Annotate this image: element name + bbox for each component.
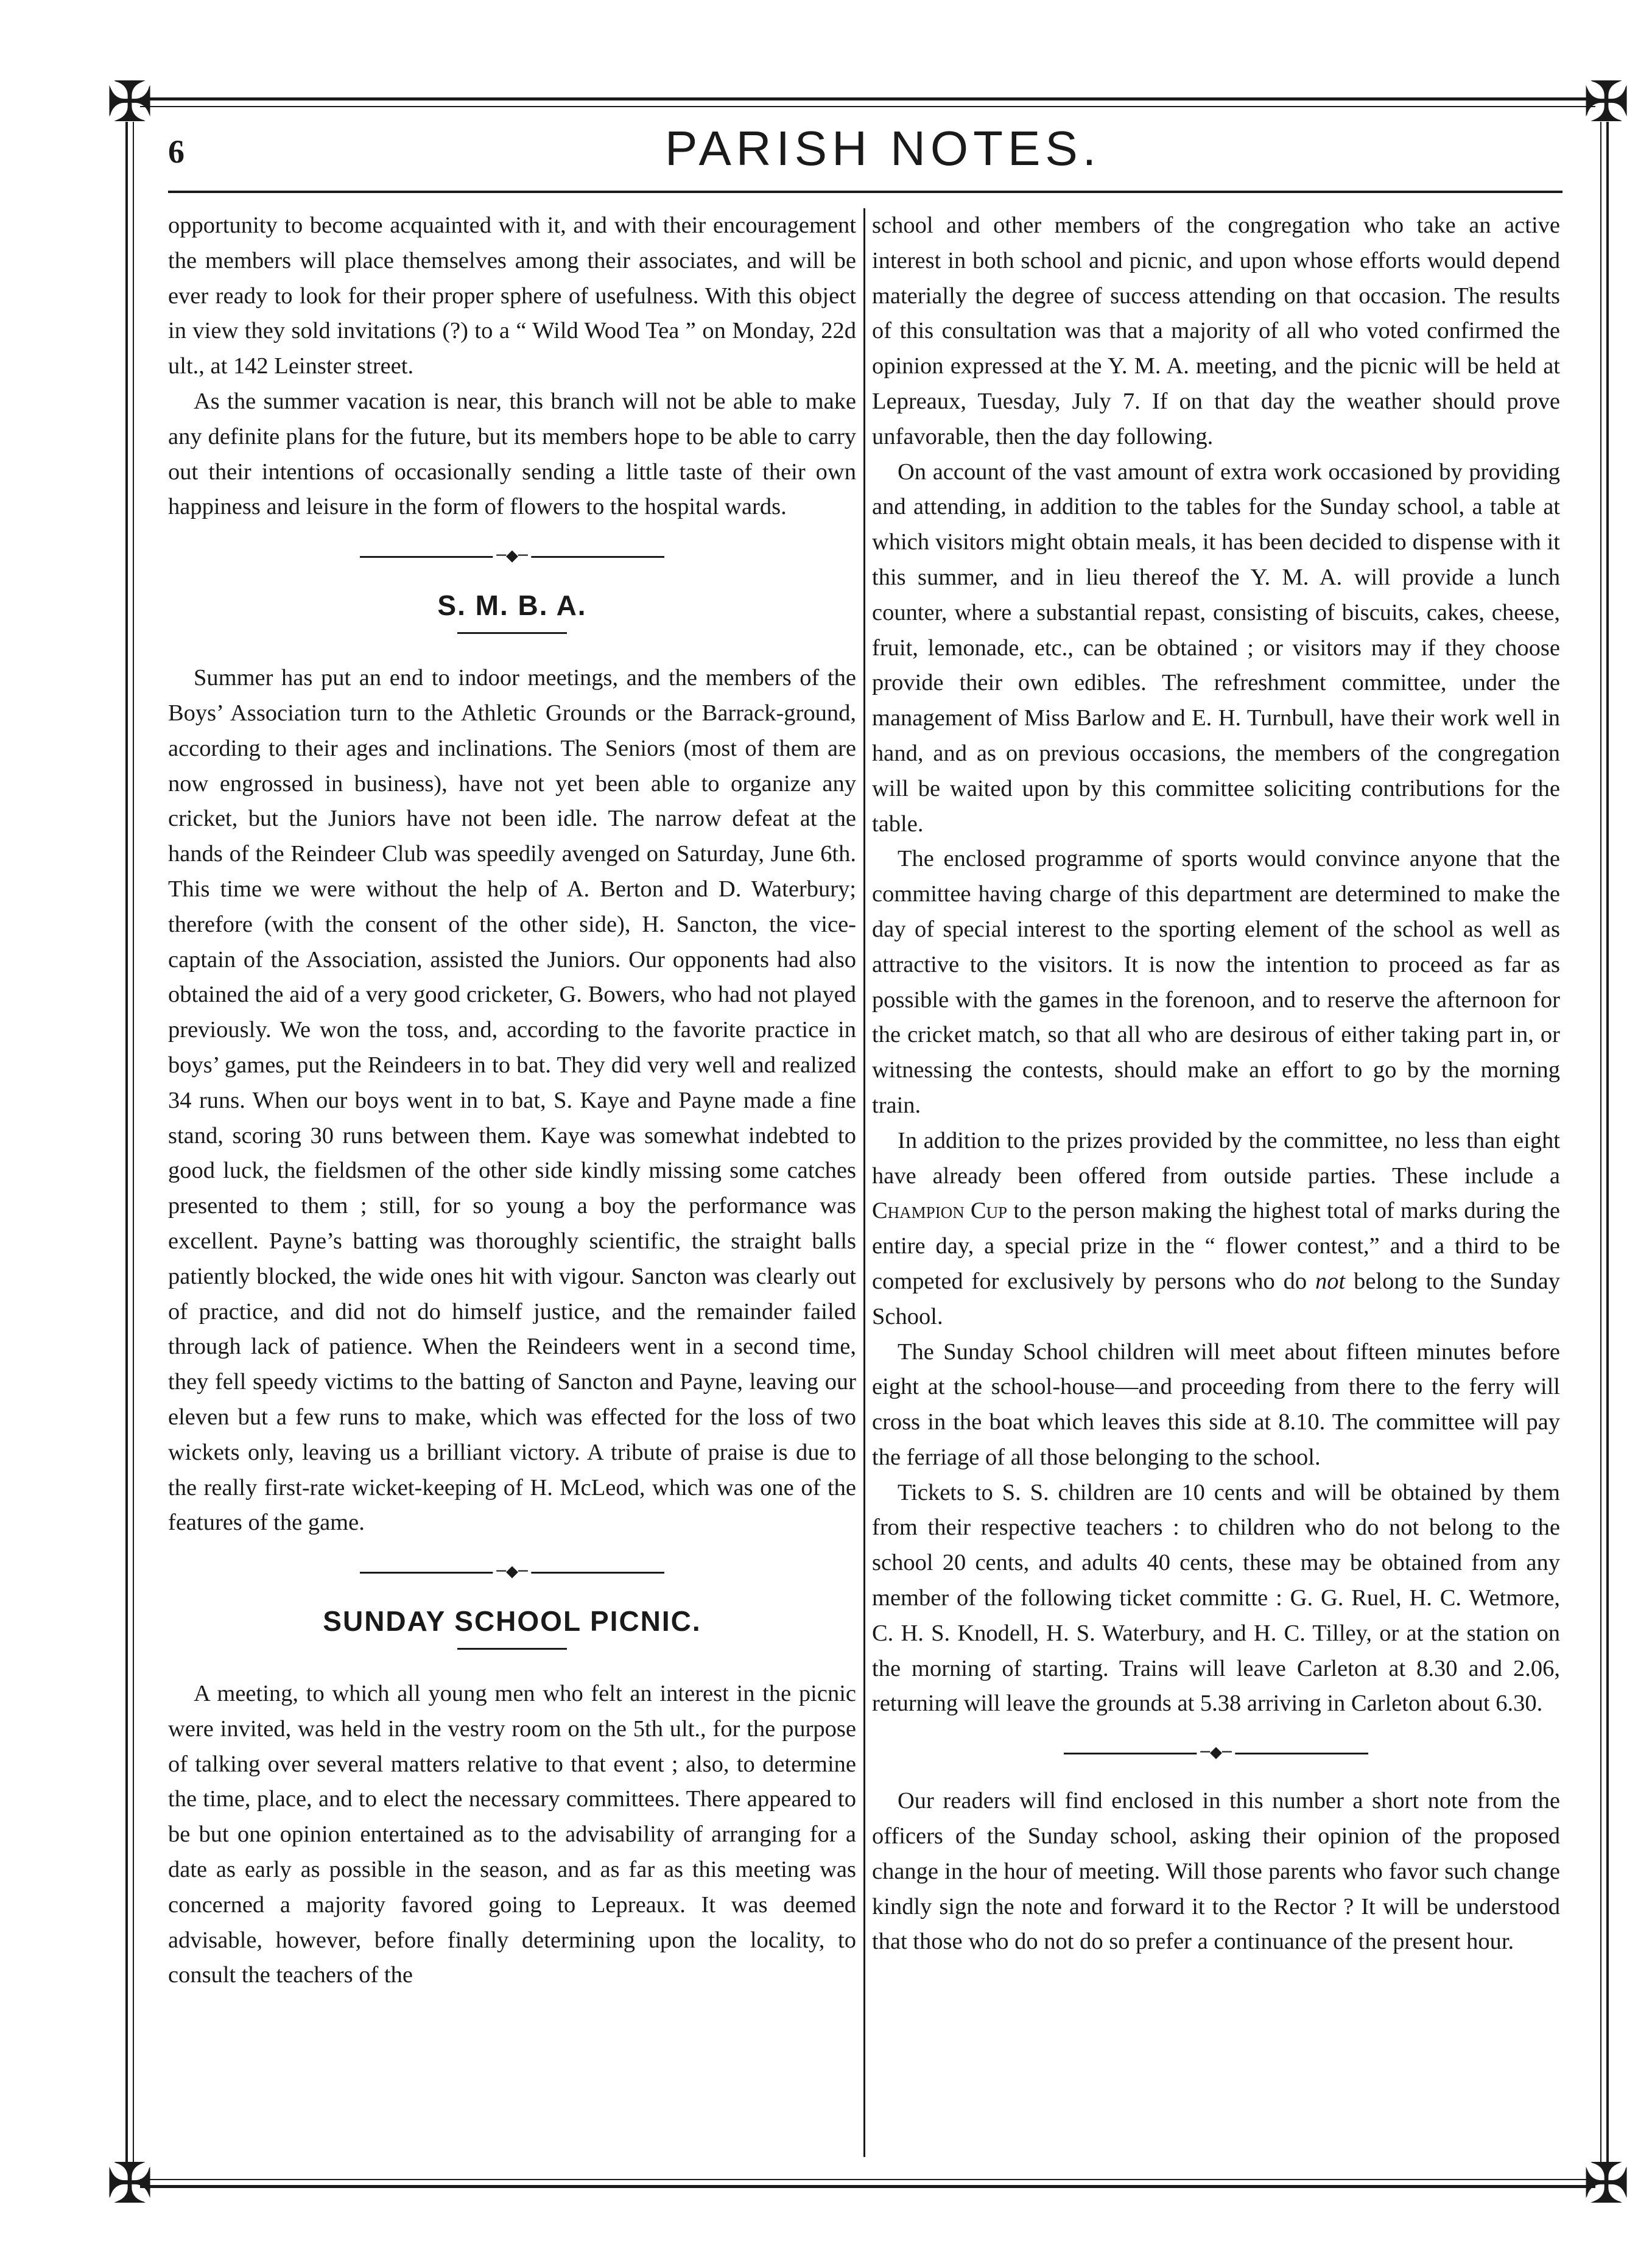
- paragraph: A meeting, to which all young men who felt an interest in the picnic were invited, was held in the vestry room on the 5th ult., for the purpose of talking over several matters relative to that event ; also, to determine the time, place, and to elect the necessary committees. There appeared to be but one opinion entertained as to the advisability of arranging for a date as early as possible in the season, and as far as this meeting was concerned a majority favored going to Lepreaux. It was deemed advisable, however, before finally determining upon the locality, to consult the teachers of the: [168, 1681, 856, 1988]
- section-separator: [872, 1722, 1560, 1784]
- diamond-ornament-icon: ─◆─: [493, 548, 531, 564]
- paragraph: As the summer vacation is near, this branch will not be able to make any definite plans for the future, but its members hope to be able to carry out their intentions of occasionally sending a little taste of their own happiness and leisure in the form of flowers to the hospital wards.: [168, 388, 856, 520]
- text-run: to the person making the highest total of marks during the entire day, a special prize in the “ flower contest,” and a third to be competed for exclusively by persons who do: [872, 1198, 1560, 1294]
- diamond-ornament-icon: ─◆─: [1197, 1745, 1235, 1761]
- corner-cross-icon-bottom-right: ✠: [1583, 2151, 1630, 2216]
- paragraph: On account of the vast amount of extra work occasioned by providing and attending, in addition to the tables for the Sunday school, a table at which visitors might obtain meals, it has been decided to dispense with it this summer, and in lieu thereof the Y. M. A. will provide a lunch counter, where a substantial repast, consisting of biscuits, cakes, cheese, fruit, lemonade, etc., can be obtained ; or visitors may if they choose provide their own edibles. The refreshment committee, under the management of Miss Barlow and E. H. Turnbull, have their work well in hand, and as on previous occasions, the members of the congregation will be waited upon by this committee soliciting contributions for the table.: [872, 459, 1560, 837]
- page-number: 6: [168, 133, 185, 170]
- corner-cross-icon-top-left: ✠: [106, 69, 153, 135]
- section-separator: [168, 1541, 856, 1603]
- column-divider: [863, 208, 865, 2157]
- top-border-rule-inner: [140, 106, 1595, 107]
- text-run: In addition to the prizes provided by the committee, no less than eight have already been offered from outside parties. These include a: [872, 1127, 1560, 1189]
- champion-cup-text: Champion Cup: [872, 1198, 1008, 1224]
- emphasis-not: not: [1315, 1268, 1346, 1294]
- bottom-border-rule-outer: [140, 2185, 1595, 2188]
- paragraph: The enclosed programme of sports would convince anyone that the committee having charge of this department are determined to make the day of special interest to the sporting element of the school as well as attractive to the visitors. It is now the intention to proceed as far as possible with the games in the forenoon, and to reserve the afternoon for the cricket match, so that all who are desirous of either taking part in, or witnessing the contests, should make an effort to go by the morning train.: [872, 846, 1560, 1118]
- left-column: [168, 208, 856, 1993]
- paragraph: Summer has put an end to indoor meetings, and the members of the Boys’ Association turn to the Athletic Grounds or the Barrack-ground, according to their ages and inclinations. The Seniors (most of them are now engrossed in business), have not yet been able to organize any cricket, but the Juniors have not been idle. The narrow defeat at the hands of the Reindeer Club was speedily avenged on Saturday, June 6th. This time we were without the help of A. Berton and D. Waterbury; therefore (with the consent of the other side), H. Sancton, the vice-captain of the Association, assisted the Juniors. Our opponents had also obtained the aid of a very good cricketer, G. Bowers, who had not played previously. We won the toss, and, according to the favorite practice in boys’ games, put the Reindeers in to bat. They did very well and realized 34 runs. When our boys went in to bat, S. Kaye and Payne made a fine stand, scoring 30 runs between them. Kaye was somewhat indebted to good luck, the fieldsmen of the other side kindly missing some catches presented to them ; still, for so young a boy the performance was excellent. Payne’s batting was thoroughly scientific, the straight balls patiently blocked, the wide ones hit with vigour. Sancton was clearly out of practice, and did not do himself justice, and the remainder failed through lack of patience. When the Reindeers went in a second time, they fell speedy victims to the batting of Sancton and Payne, leaving our eleven but a few runs to make, which was effected for the loss of two wickets only, leaving us a brilliant victory. A tribute of praise is due to the really first-rate wicket-keeping of H. McLeod, which was one of the features of the game.: [168, 665, 856, 1536]
- paragraph: school and other members of the congregation who take an active interest in both school and picnic, and upon whose efforts would depend materially the degree of success attending on that occasion. The results of this consultation was that a majority of all who voted confirmed the opinion expressed at the Y. M. A. meeting, and the picnic will be held at Lepreaux, Tuesday, July 7. If on that day the weather should prove unfavorable, then the day following.: [872, 213, 1560, 449]
- right-border-rule-inner: [1600, 122, 1601, 2162]
- paragraph: Tickets to S. S. children are 10 cents and will be obtained by them from their respective teachers : to children who do not belong to the school 20 cents, and adults 40 cents, these may be obtained from any member of the following ticket committe : G. G. Ruel, H. C. Wetmore, C. H. S. Knodell, H. S. Waterbury, and H. C. Tilley, or at the station on the morning of starting. Trains will leave Carleton at 8.30 and 2.06, returning will leave the grounds at 5.38 arriving in Carleton about 6.30.: [872, 1479, 1560, 1717]
- paragraph: The Sunday School children will meet about fifteen minutes before eight at the school-house—and proceeding from there to the ferry will cross in the boat which leaves this side at 8.10. The committee will pay the ferriage of all those belonging to the school.: [872, 1339, 1560, 1470]
- paragraph: Our readers will find enclosed in this number a short note from the officers of the Sunday school, asking their opinion of the proposed change in the hour of meeting. Will those parents who favor such change kindly sign the note and forward it to the Rector ? It will be understood that those who do not do so prefer a continuance of the present hour.: [872, 1788, 1560, 1955]
- corner-cross-icon-bottom-left: ✠: [106, 2151, 153, 2216]
- header-rule: [168, 191, 1562, 193]
- right-column: [872, 208, 1560, 1960]
- section-heading-smba: S. M. B. A.: [437, 589, 587, 622]
- bottom-border-rule-inner: [140, 2179, 1595, 2180]
- page-title: PARISH NOTES.: [665, 121, 1101, 175]
- heading-underline: [457, 632, 567, 634]
- left-border-rule-inner: [133, 122, 134, 2162]
- section-heading-picnic: SUNDAY SCHOOL PICNIC.: [323, 1605, 701, 1638]
- heading-underline: [457, 1648, 567, 1650]
- corner-cross-icon-top-right: ✠: [1583, 69, 1630, 135]
- section-separator: [168, 525, 856, 587]
- text-run: belong to the Sunday School.: [872, 1268, 1560, 1329]
- diamond-ornament-icon: ─◆─: [493, 1564, 531, 1580]
- paragraph: opportunity to become acquainted with it, and with their encouragement the members will place themselves among their associates, and will be ever ready to look for their proper sphere of usefulness. With this object in view they sold invitations (?) to a “ Wild Wood Tea ” on Monday, 22d ult., at 142 Leinster street.: [168, 213, 856, 379]
- top-border-rule-outer: [140, 97, 1595, 100]
- right-border-rule-outer: [1606, 122, 1609, 2162]
- left-border-rule-outer: [125, 122, 128, 2162]
- paragraph-prizes: [872, 1124, 1560, 1335]
